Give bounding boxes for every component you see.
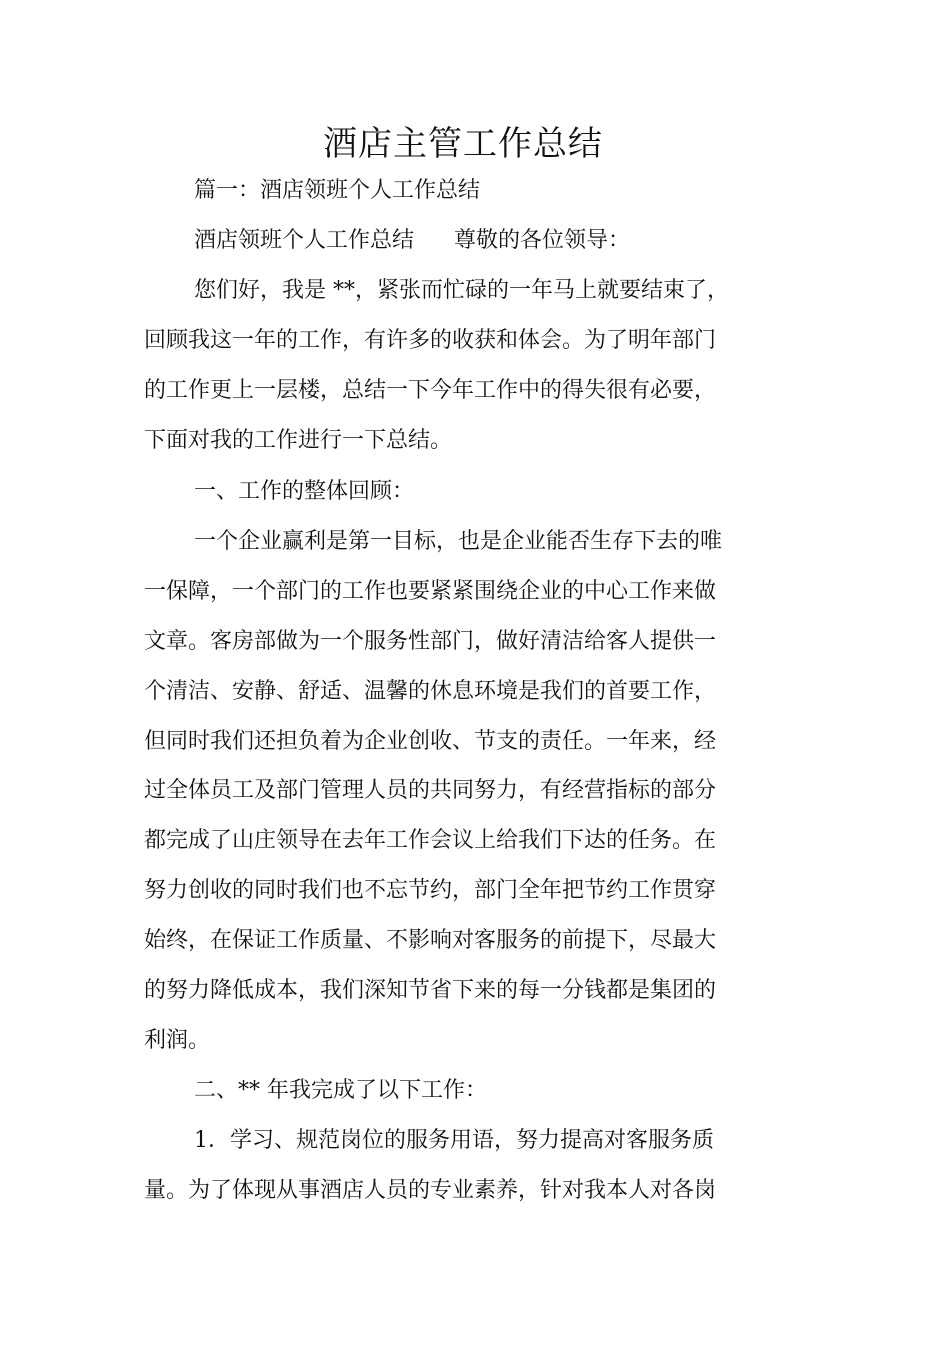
body-line-4: 下面对我的工作进行一下总结。 [144, 428, 453, 453]
body-line-12: 都完成了山庄领导在去年工作会议上给我们下达的任务。在 [144, 828, 717, 853]
body-line-9: 个清洁、安静、舒适、温馨的休息环境是我们的首要工作， [144, 679, 717, 704]
body-line-6: 一个企业赢利是第一目标，也是企业能否生存下去的唯 [194, 529, 723, 554]
body-line-14: 始终，在保证工作质量、不影响对客服务的前提下，尽最大 [144, 928, 717, 953]
body-line-18: 1．学习、规范岗位的服务用语，努力提高对客服务质 [194, 1128, 714, 1153]
body-line-19: 量。为了体现从事酒店人员的专业素养，针对我本人对各岗 [144, 1178, 717, 1203]
body-line-3: 的工作更上一层楼，总结一下今年工作中的得失很有必要， [144, 378, 717, 403]
heading-overall-review: 一、工作的整体回顾： [194, 479, 415, 504]
body-line-2: 回顾我这一年的工作，有许多的收获和体会。为了明年部门 [144, 328, 717, 353]
section-heading: 篇一：酒店领班个人工作总结 [194, 178, 481, 203]
salutation: 尊敬的各位领导： [454, 228, 631, 253]
body-line-13: 努力创收的同时我们也不忘节约，部门全年把节约工作贯穿 [144, 878, 717, 903]
body-line-11: 过全体员工及部门管理人员的共同努力，有经营指标的部分 [144, 778, 717, 803]
heading-completed-work: 二、** 年我完成了以下工作： [194, 1078, 487, 1103]
body-line-15: 的努力降低成本，我们深知节省下来的每一分钱都是集团的 [144, 978, 717, 1003]
subtitle-left: 酒店领班个人工作总结 [194, 228, 415, 253]
body-line-16: 利润。 [144, 1028, 211, 1053]
body-line-7: 一保障，一个部门的工作也要紧紧围绕企业的中心工作来做 [144, 579, 717, 604]
body-line-10: 但同时我们还担负着为企业创收、节支的责任。一年来，经 [144, 729, 717, 754]
subtitle-line [194, 226, 630, 256]
body-line-1: 您们好，我是 **，紧张而忙碌的一年马上就要结束了， [194, 278, 729, 303]
body-line-8: 文章。客房部做为一个服务性部门，做好清洁给客人提供一 [144, 629, 717, 654]
document-title: 酒店主管工作总结 [323, 124, 603, 164]
